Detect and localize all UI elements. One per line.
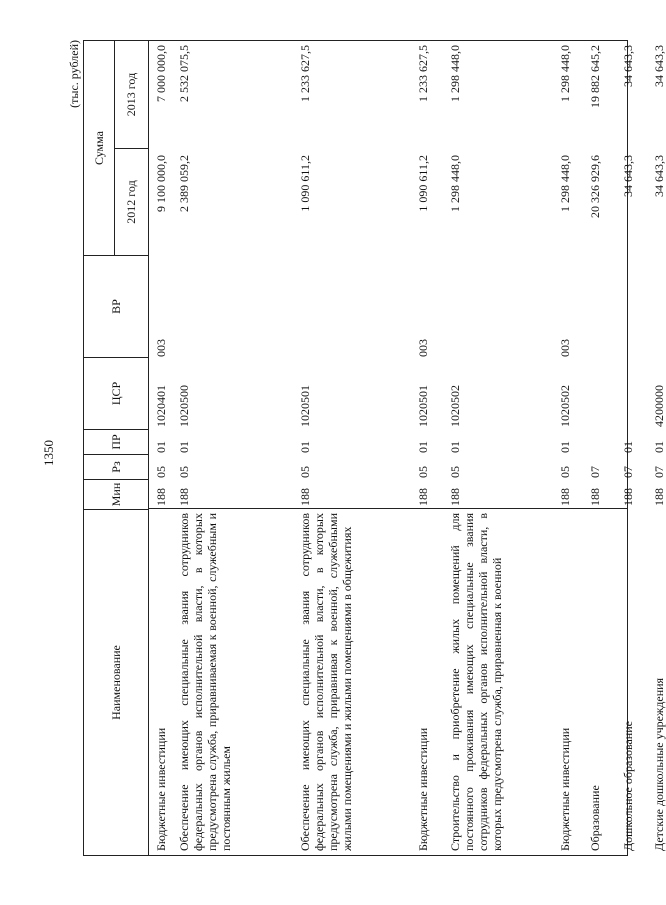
cell-y2013: 34 643,3 — [652, 45, 666, 87]
cell-pr: 01 — [177, 441, 191, 453]
row-name: Образование — [588, 785, 602, 851]
header-sum: Сумма — [91, 131, 106, 165]
budget-table — [83, 40, 666, 856]
cell-y2012: 2 389 059,2 — [177, 155, 191, 212]
cell-rz: 05 — [154, 466, 168, 478]
cell-y2012: 9 100 000,0 — [154, 155, 168, 212]
cell-rz: 05 — [448, 466, 462, 478]
cell-min: 188 — [588, 488, 602, 506]
row-name: Обеспечение имеющих специальные звания сотрудников федеральных органов исполнительной власти, в которых предусмотрена служба, приравниваемая к военной, служебным и постоянным жильем — [177, 513, 233, 851]
cell-y2013: 7 000 000,0 — [154, 45, 168, 102]
cell-rz: 05 — [177, 466, 191, 478]
header-csr: ЦСР — [84, 357, 148, 429]
cell-pr: 01 — [448, 441, 462, 453]
cell-y2012: 20 326 929,6 — [588, 155, 602, 218]
row-name: Детские дошкольные учреждения — [652, 677, 666, 851]
cell-min: 188 — [621, 488, 635, 506]
cell-y2012: 1 298 448,0 — [558, 155, 572, 212]
cell-rz: 05 — [558, 466, 572, 478]
rotated-page-content — [66, 40, 666, 856]
cell-pr: 01 — [558, 441, 572, 453]
cell-y2013: 34 643,3 — [621, 45, 635, 87]
cell-min: 188 — [298, 488, 312, 506]
cell-vr: 003 — [558, 339, 572, 357]
cell-csr: 4200000 — [652, 385, 666, 427]
cell-min: 188 — [652, 488, 666, 506]
cell-pr: 01 — [298, 441, 312, 453]
units-note: (тыс. рублей) — [67, 40, 81, 108]
cell-y2012: 1 090 611,2 — [298, 155, 312, 212]
cell-pr: 01 — [652, 441, 666, 453]
header-2012: 2012 год — [115, 148, 148, 255]
cell-y2012: 34 643,3 — [621, 155, 635, 197]
cell-min: 188 — [448, 488, 462, 506]
row-name: Бюджетные инвестиции — [416, 727, 430, 851]
cell-min: 188 — [558, 488, 572, 506]
cell-csr: 1020502 — [448, 385, 462, 427]
cell-y2012: 34 643,3 — [652, 155, 666, 197]
cell-rz: 05 — [416, 466, 430, 478]
cell-vr: 003 — [416, 339, 430, 357]
page-number: 1350 — [41, 440, 56, 466]
cell-y2013: 1 298 448,0 — [558, 45, 572, 102]
name-column-divider — [148, 508, 627, 509]
cell-min: 188 — [416, 488, 430, 506]
header-name: Наименование — [84, 509, 148, 855]
row-name: Дошкольное образование — [621, 721, 635, 851]
header-vr: ВР — [84, 255, 148, 357]
cell-pr: 01 — [621, 441, 635, 453]
cell-pr: 01 — [416, 441, 430, 453]
header-rz: Рз — [84, 454, 148, 479]
header-divider — [148, 41, 149, 855]
cell-csr: 1020501 — [298, 385, 312, 427]
cell-pr: 01 — [154, 441, 168, 453]
cell-rz: 05 — [298, 466, 312, 478]
row-name: Бюджетные инвестиции — [558, 727, 572, 851]
cell-y2012: 1 298 448,0 — [448, 155, 462, 212]
cell-vr: 003 — [154, 339, 168, 357]
cell-csr: 1020401 — [154, 385, 168, 427]
cell-y2013: 1 233 627,5 — [298, 45, 312, 102]
cell-y2012: 1 090 611,2 — [416, 155, 430, 212]
cell-y2013: 1 298 448,0 — [448, 45, 462, 102]
cell-y2013: 2 532 075,5 — [177, 45, 191, 102]
cell-csr: 1020501 — [416, 385, 430, 427]
cell-csr: 1020502 — [558, 385, 572, 427]
cell-min: 188 — [154, 488, 168, 506]
cell-rz: 07 — [588, 466, 602, 478]
cell-min: 188 — [177, 488, 191, 506]
cell-csr: 1020500 — [177, 385, 191, 427]
cell-rz: 07 — [621, 466, 635, 478]
row-name: Обеспечение имеющих специальные звания сотрудников федеральных органов исполнительной власти, в которых предусмотрена служба, приравнивая к военной, служебными жилыми помещениями и жилыми помещениями в общежитиях — [298, 513, 354, 851]
row-name: Строительство и приобретение жилых помещений для постоянного проживания имеющих специальные звания сотрудников федеральных органов исполнительной власти, в которых предусмотрена служба, приравненная к военной — [448, 513, 504, 851]
row-name: Бюджетные инвестиции — [154, 727, 168, 851]
cell-rz: 07 — [652, 466, 666, 478]
header-2013: 2013 год — [124, 72, 138, 117]
header-pr: ПР — [84, 429, 148, 454]
cell-y2013: 19 882 645,2 — [588, 45, 602, 108]
header-min: Мин — [84, 479, 148, 509]
cell-y2013: 1 233 627,5 — [416, 45, 430, 102]
